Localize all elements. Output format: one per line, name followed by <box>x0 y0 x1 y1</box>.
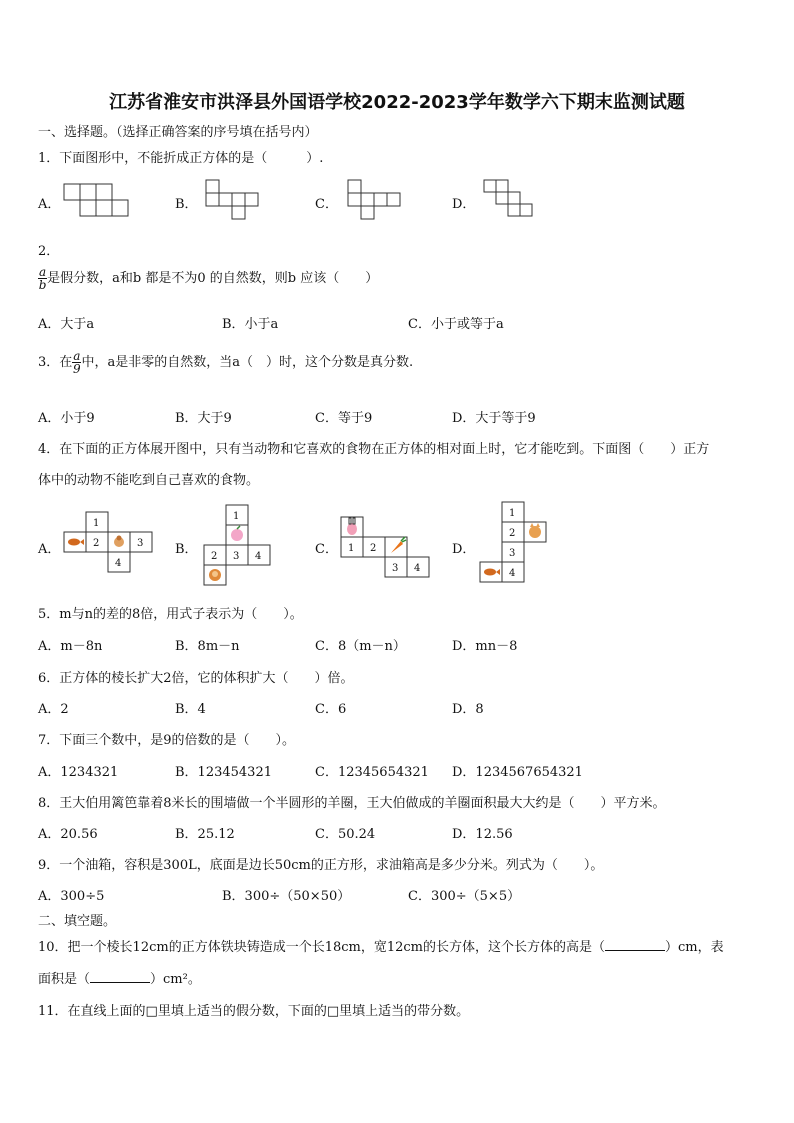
q4a-face-1: 1 <box>93 518 100 529</box>
question-9-stem: 9．一个油箱，容积是300L，底面是边长50cm的正方形，求油箱高是多少分米。列式为（ ）。 <box>38 858 604 873</box>
q9-option-a: A．300÷5 <box>38 889 105 904</box>
q4b-face-2: 2 <box>211 551 218 562</box>
q5-option-b: B．8m－n <box>175 639 240 654</box>
q1-net-a-figure <box>64 184 130 218</box>
q2-stem-text: 是假分数，a和b 都是不为0 的自然数，则b 应该（ ） <box>47 271 379 286</box>
q4-net-d-figure <box>480 502 550 588</box>
q7-option-c: C．12345654321 <box>315 765 429 780</box>
q3-fraction-numerator: a <box>73 349 81 363</box>
q7-option-a: A．1234321 <box>38 765 119 780</box>
question-4-stem-line2: 体中的动物不能吃到自己喜欢的食物。 <box>38 473 260 488</box>
question-1-stem: 1．下面图形中，不能折成正方体的是（ ）. <box>38 151 324 166</box>
question-3-stem-line <box>38 350 413 375</box>
q4c-face-2: 2 <box>370 543 377 554</box>
question-11-stem: 11．在直线上面的□里填上适当的假分数，下面的□里填上适当的带分数。 <box>38 1004 470 1019</box>
q2-fraction-denominator: b <box>38 278 47 292</box>
q10-line1-b: ）cm，表 <box>665 940 724 955</box>
monkey-icon <box>209 569 221 581</box>
q6-option-d: D．8 <box>452 702 484 717</box>
q4a-face-4: 4 <box>115 558 122 569</box>
q1-net-c-figure <box>348 180 404 224</box>
q6-option-c: C．6 <box>315 702 347 717</box>
q4-option-c-label: C． <box>315 542 338 557</box>
q7-option-b: B．123454321 <box>175 765 272 780</box>
q10-line2-a: 面积是（ <box>38 972 91 987</box>
q1-option-d-label: D． <box>452 197 476 212</box>
q8-option-b: B．25.12 <box>175 827 235 842</box>
question-2-number: 2． <box>38 244 60 259</box>
q10-line2-b: ）cm²。 <box>150 972 201 987</box>
question-2-stem-line <box>38 266 378 291</box>
q4-net-c-figure <box>341 517 433 583</box>
q1-option-c-label: C． <box>315 197 338 212</box>
q4d-face-3: 3 <box>509 548 516 559</box>
question-4-stem-line1: 4．在下面的正方体展开图中，只有当动物和它喜欢的食物在正方体的相对面上时，它才能吃到。下面图（ ）正方 <box>38 442 710 457</box>
q8-option-d: D．12.56 <box>452 827 513 842</box>
question-10-line2 <box>38 968 201 987</box>
q4b-face-3: 3 <box>233 551 240 562</box>
q4d-face-2: 2 <box>509 528 516 539</box>
q7-option-d: D．1234567654321 <box>452 765 583 780</box>
q10-blank-height[interactable] <box>605 938 665 951</box>
q4b-face-1: 1 <box>233 511 240 522</box>
question-8-stem: 8．王大伯用篱笆靠着8米长的围墙做一个半圆形的羊圈，王大伯做成的羊圈面积最大大约是（ ）平方米。 <box>38 796 666 811</box>
page-title: 江苏省淮安市洪泽县外国语学校2022-2023学年数学六下期末监测试题 <box>109 92 685 113</box>
q4-option-d-label: D． <box>452 542 476 557</box>
q2-option-a: A．大于a <box>38 317 95 332</box>
q4a-face-2: 2 <box>93 538 100 549</box>
q4a-face-3: 3 <box>137 538 144 549</box>
q1-net-b-figure <box>206 180 268 224</box>
q2-fraction <box>38 266 47 291</box>
q6-option-a: A．2 <box>38 702 69 717</box>
q1-option-a-label: A． <box>38 197 61 212</box>
question-10-line1 <box>38 936 724 955</box>
q6-option-b: B．4 <box>175 702 206 717</box>
q3-option-a: A．小于9 <box>38 411 95 426</box>
q4d-face-4: 4 <box>509 568 516 579</box>
q10-blank-area[interactable] <box>90 970 150 983</box>
q4-net-a-figure <box>64 512 154 578</box>
q3-stem-pre: 3．在 <box>38 355 73 370</box>
section-heading-fill: 二、填空题。 <box>38 914 117 929</box>
q4b-face-4: 4 <box>255 551 262 562</box>
q4-net-b-figure <box>204 505 274 591</box>
q2-option-b: B．小于a <box>222 317 279 332</box>
q2-option-c: C．小于或等于a <box>408 317 504 332</box>
q5-option-a: A．m－8n <box>38 639 103 654</box>
q4c-face-4: 4 <box>414 563 421 574</box>
question-6-stem: 6．正方体的棱长扩大2倍，它的体积扩大（ ）倍。 <box>38 671 354 686</box>
q10-line1-a: 10．把一个棱长12cm的正方体铁块铸造成一个长18cm，宽12cm的长方体，这个长方体的高是（ <box>38 940 605 955</box>
q8-option-a: A．20.56 <box>38 827 98 842</box>
q3-option-d: D．大于等于9 <box>452 411 536 426</box>
q3-stem-post: 中，a是非零的自然数，当a（ ）时，这个分数是真分数. <box>81 355 414 370</box>
q1-net-d-figure <box>484 180 536 224</box>
question-7-stem: 7．下面三个数中，是9的倍数的是（ ）。 <box>38 733 296 748</box>
q9-option-c: C．300÷（5×5） <box>408 889 521 904</box>
q5-option-c: C．8（m－n） <box>315 639 406 654</box>
q3-option-c: C．等于9 <box>315 411 373 426</box>
q4c-face-1: 1 <box>348 543 355 554</box>
q5-option-d: D．mn－8 <box>452 639 518 654</box>
q1-option-b-label: B． <box>175 197 198 212</box>
question-5-stem: 5．m与n的差的8倍，用式子表示为（ ）。 <box>38 607 303 622</box>
q4d-face-1: 1 <box>509 508 516 519</box>
q2-fraction-numerator: a <box>39 265 47 279</box>
q3-fraction-denominator: 9 <box>73 362 81 376</box>
q9-option-b: B．300÷（50×50） <box>222 889 351 904</box>
section-heading-choice: 一、选择题。（选择正确答案的序号填在括号内） <box>38 125 318 140</box>
q4-option-b-label: B． <box>175 542 198 557</box>
q4c-face-3: 3 <box>392 563 399 574</box>
q3-option-b: B．大于9 <box>175 411 232 426</box>
q4-option-a-label: A． <box>38 542 61 557</box>
q8-option-c: C．50.24 <box>315 827 376 842</box>
